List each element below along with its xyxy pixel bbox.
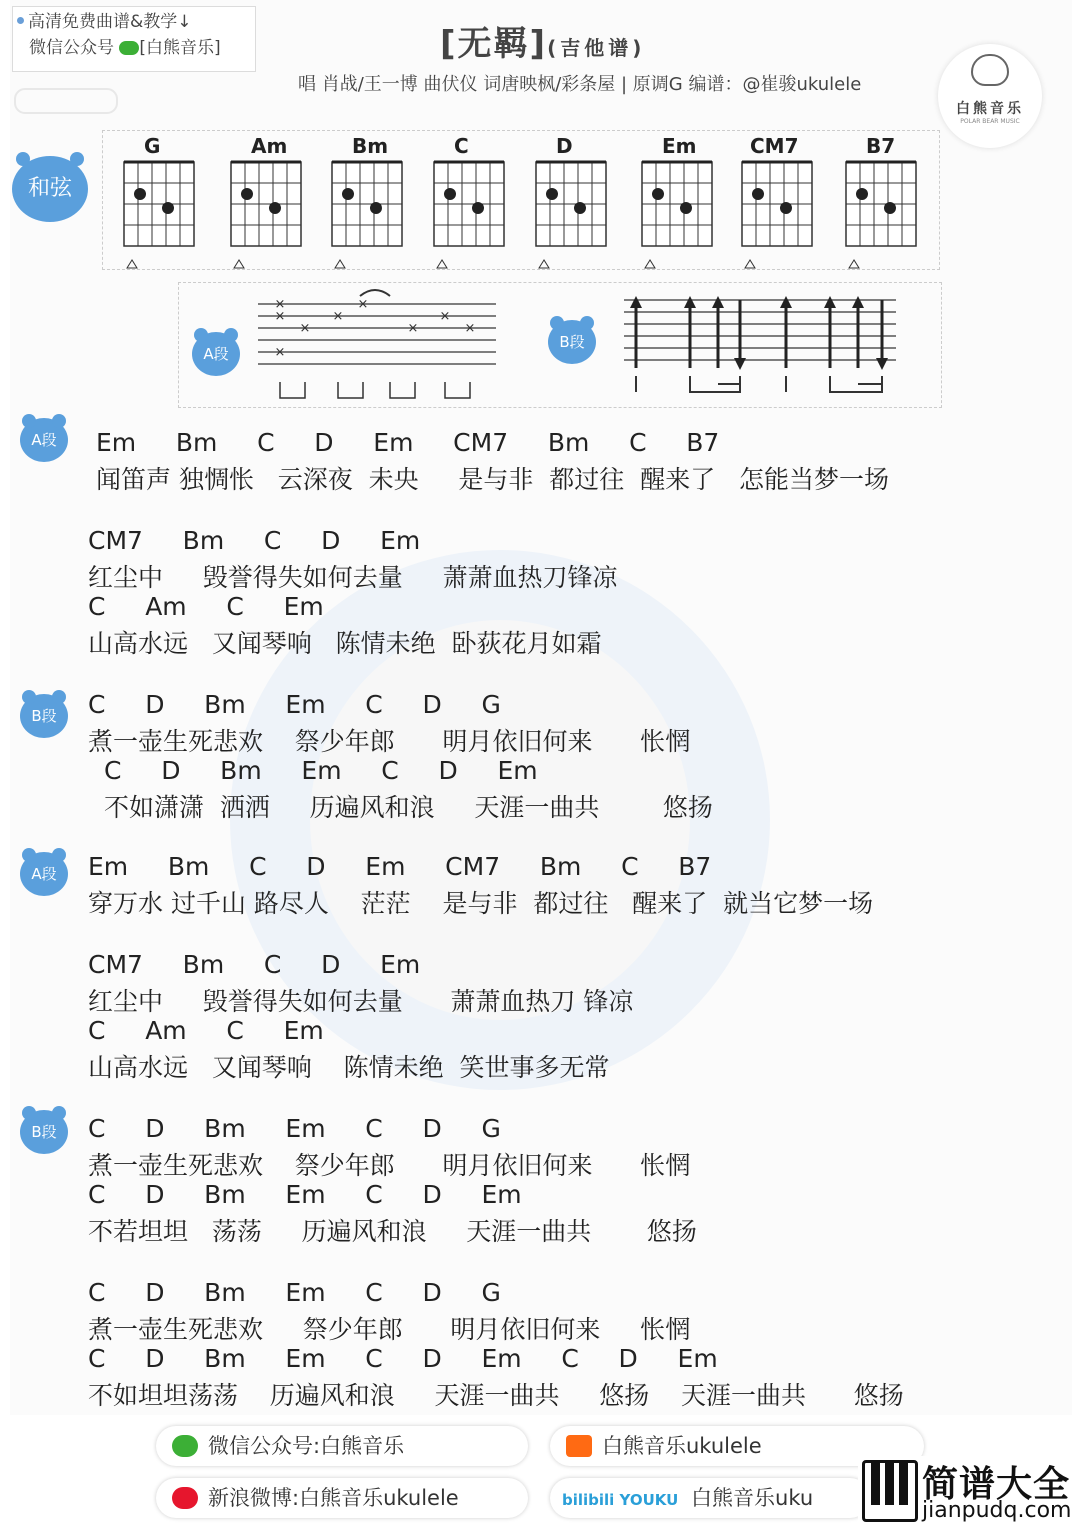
watermark-url: jianpudq.com [922,1498,1072,1523]
chord-name: Em [662,134,697,158]
chord-row: C D Bm Em C D G [88,690,501,719]
svg-text:×: × [299,321,311,336]
chord-row: C D Bm Em C D Em [104,756,538,785]
lyric-row: 山高水远 又闻琴响 陈情未绝 笑世事多无常 [88,1053,610,1082]
wechat-footer[interactable]: 微信公众号:白熊音乐 [156,1426,528,1466]
svg-text:×: × [274,345,286,360]
chord-row: C Am C Em [88,592,324,621]
chord-name: B7 [866,134,896,158]
promo-line-2: 微信公众号 [29,38,114,58]
chord-row: CM7 Bm C D Em [88,950,421,979]
taobao-footer[interactable]: 白熊音乐ukulele [550,1426,924,1466]
video-brands: bilibili YOUKU [562,1491,679,1509]
lyric-row: 煮一壶生死悲欢 祭少年郎 明月依旧何来 怅惘 [88,727,691,756]
chord-row: C Am C Em [88,1016,324,1045]
logo-name: 白熊音乐 [956,101,1024,117]
svg-text:×: × [407,321,419,336]
svg-text:×: × [274,309,286,324]
a-section-badge: A段 [20,418,68,462]
lyric-row: 闻笛声 独惆怅 云深夜 未央 是与非 都过往 醒来了 怎能当梦一场 [96,465,890,494]
chord-row: C D Bm Em C D Em [88,1180,522,1209]
lyric-row: 煮一壶生死悲欢 祭少年郎 明月依旧何来 怅惘 [88,1151,691,1180]
svg-text:×: × [274,297,286,312]
svg-text:×: × [439,309,451,324]
credits: 唱 肖战/王一博 曲伏仪 词唐映枫/彩条屋 | 原调G 编谱：@崔骏ukulele [298,74,862,95]
video-text: 白熊音乐uku [691,1486,814,1510]
a-section-badge: A段 [192,332,240,376]
wechat-icon [119,41,139,55]
b-section-badge: B段 [20,694,68,738]
chords-badge: 和弦 [12,156,88,222]
chord-bm [326,134,408,264]
brand-logo [938,44,1042,148]
chord-cm7 [736,134,818,264]
svg-text:×: × [357,297,369,312]
svg-text:×: × [332,309,344,324]
b-section-pattern [620,294,900,398]
lyric-row: 煮一壶生死悲欢 祭少年郎 明月依旧何来 怅惘 [88,1315,691,1344]
weibo-icon [172,1487,198,1509]
promo-line-2b: [白熊音乐] [139,38,221,58]
chord-c [428,134,510,264]
site-watermark [858,1456,1080,1527]
lyric-row: 不如坦坦荡荡 历遍风和浪 天涯一曲共 悠扬 天涯一曲共 悠扬 [88,1381,904,1410]
wechat-icon [172,1435,198,1457]
chord-row: C D Bm Em C D G [88,1114,501,1143]
chord-am [225,134,307,264]
bear-icon [971,54,1009,86]
chord-g [118,134,200,264]
lyric-row: 不若坦坦 荡荡 历遍风和浪 天涯一曲共 悠扬 [88,1217,697,1246]
chord-name: Am [251,134,288,158]
chord-name: G [144,134,161,158]
chord-row: CM7 Bm C D Em [88,526,421,555]
a-section-pattern [250,286,500,404]
watermark-title: 简谱大全 [922,1464,1071,1505]
chord-em [636,134,718,264]
title-suffix: (吉他谱) [547,36,646,60]
b-section-badge: B段 [548,320,596,364]
weibo-footer[interactable]: 新浪微博:白熊音乐ukulele [156,1478,528,1518]
ukulele-icon [14,88,118,114]
chord-name: CM7 [750,134,799,158]
chord-row: C D Bm Em C D G [88,1278,501,1307]
chord-name: Bm [352,134,389,158]
chord-row: Em Bm C D Em CM7 Bm C B7 [96,428,720,457]
promo-line-1: 高清免费曲谱&教学↓ [28,12,192,32]
promo-box [12,6,256,72]
piano-icon [862,1460,918,1522]
chord-row: C D Bm Em C D Em C D Em [88,1344,718,1373]
lyric-row: 穿万水 过千山 路尽人 茫茫 是与非 都过往 醒来了 就当它梦一场 [88,889,874,918]
chord-row: Em Bm C D Em CM7 Bm C B7 [88,852,712,881]
lyric-row: 红尘中 毁誉得失如何去量 萧萧血热刀锋凉 [88,563,618,592]
taobao-icon [566,1435,592,1457]
video-footer[interactable] [550,1478,870,1518]
svg-text:×: × [464,321,476,336]
lyric-row: 不如潇潇 洒洒 历遍风和浪 天涯一曲共 悠扬 [104,793,713,822]
song-title: [无羁](吉他谱) [440,24,646,64]
chord-d [530,134,612,264]
chord-name: C [454,134,469,158]
chord-name: D [556,134,573,158]
chord-b7 [840,134,922,264]
b-section-badge: B段 [20,1110,68,1154]
logo-sub: POLAR BEAR MUSIC [960,118,1020,125]
lyric-row: 山高水远 又闻琴响 陈情未绝 卧荻花月如霜 [88,629,602,658]
lyric-row: 红尘中 毁誉得失如何去量 萧萧血热刀 锋凉 [88,987,634,1016]
a-section-badge: A段 [20,852,68,896]
